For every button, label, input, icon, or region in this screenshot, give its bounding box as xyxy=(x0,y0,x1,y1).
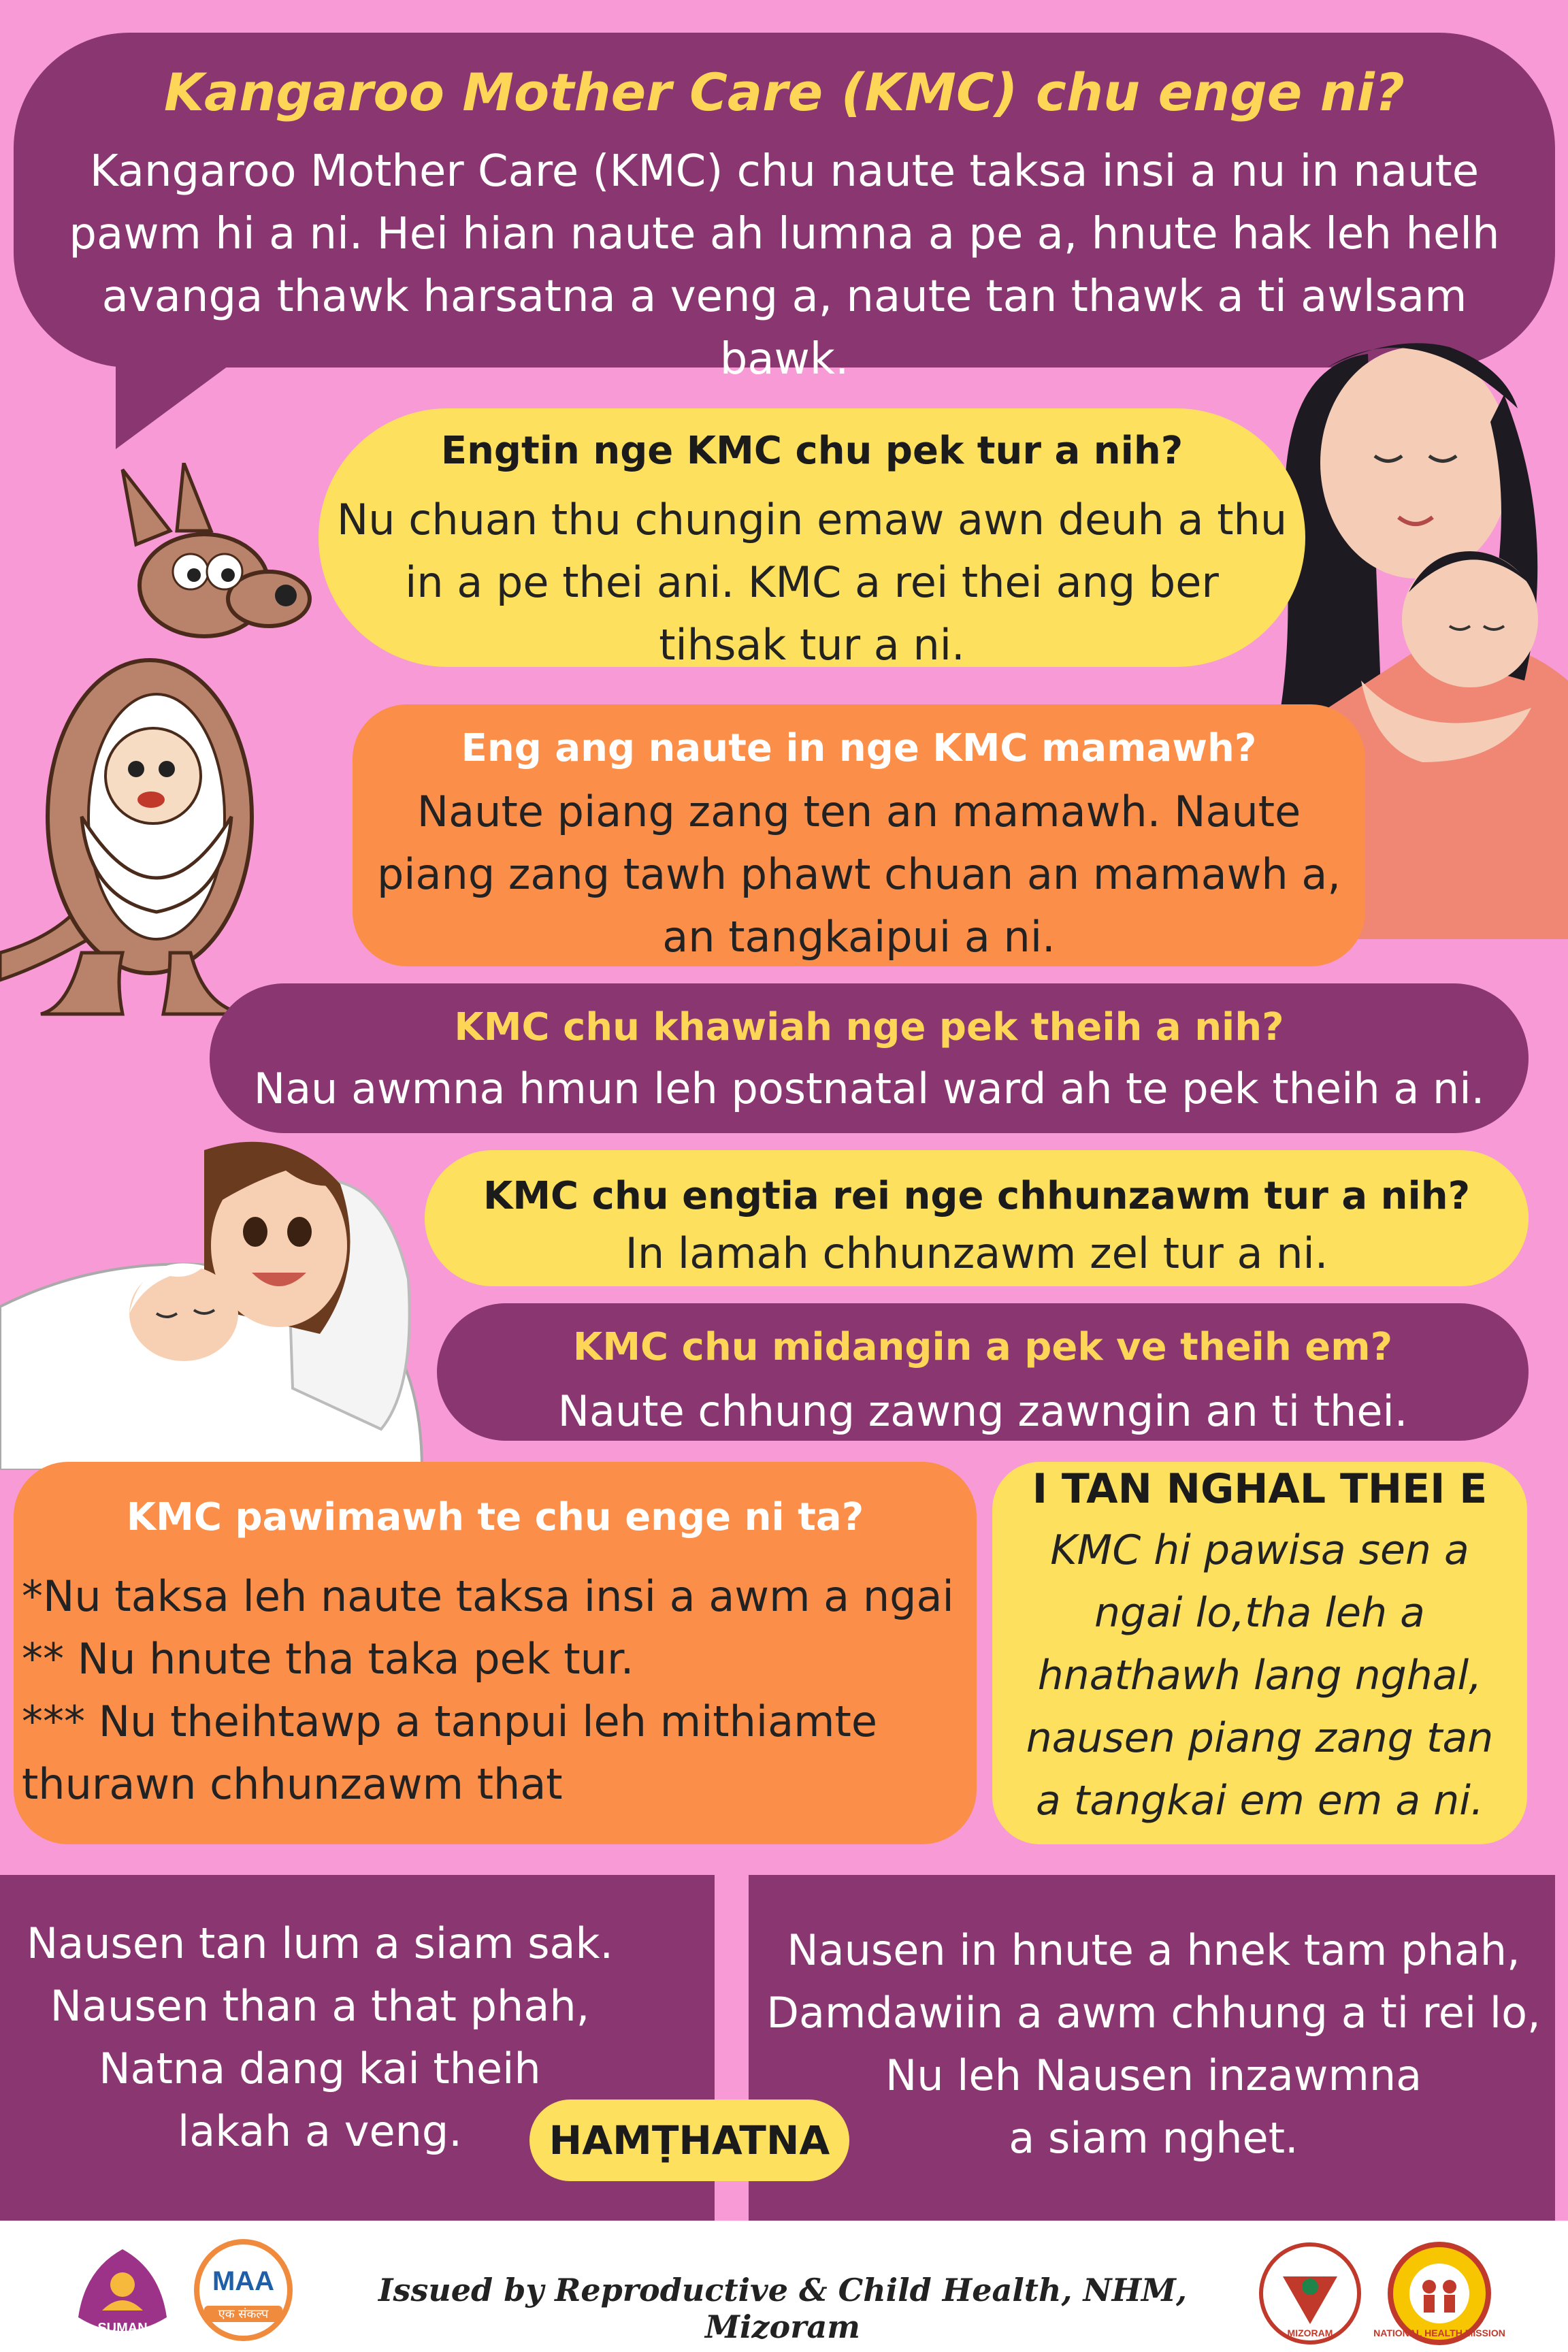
benefit-right-text xyxy=(762,1919,1545,2170)
q4-answer: In lamah chhunzawm zel tur a ni. xyxy=(625,1228,1328,1278)
q1-answer-line: Nu chuan thu chungin emaw awn deuh a thu xyxy=(336,495,1288,544)
note-line: a tangkai em em a ni. xyxy=(1036,1777,1484,1825)
q2-answer xyxy=(353,781,1365,968)
q2-answer-line: piang zang tawh phawt chuan an mamawh a, xyxy=(376,849,1341,899)
benefit-right-line: Damdawiin a awm chhung a ti rei lo, xyxy=(766,1988,1541,2038)
q1-answer-line: in a pe thei ani. KMC a rei thei ang ber xyxy=(405,557,1219,607)
q5-question: KMC chu midangin a pek ve theih em? xyxy=(572,1325,1393,1369)
q6-answer-line: thurawn chhunzawm that xyxy=(22,1759,563,1809)
benefit-right-line: Nausen in hnute a hnek tam phah, xyxy=(787,1925,1520,1975)
note-line: KMC hi pawisa sen a xyxy=(1050,1526,1469,1574)
maa-logo-subtitle: एक संकल्प xyxy=(204,2306,282,2322)
q5-answer: Naute chhung zawng zawngin an ti thei. xyxy=(557,1386,1408,1436)
q3-answer: Nau awmna hmun leh postnatal ward ah te pek theih a ni. xyxy=(253,1064,1485,1113)
q2-answer-line: an tangkaipui a ni. xyxy=(662,912,1056,962)
benefit-left-line: lakah a veng. xyxy=(178,2106,462,2156)
mother-newborn-illustration xyxy=(0,1130,436,1470)
q2-question: Eng ang naute in nge KMC mamawh? xyxy=(461,726,1257,770)
kangaroo-illustration xyxy=(0,463,320,1021)
maa-logo-label: MAA xyxy=(212,2266,275,2296)
q1-answer xyxy=(318,489,1305,676)
intro-line: Kangaroo Mother Care (KMC) chu naute taksa insi a nu in naute xyxy=(89,146,1480,197)
nhm-logo-label: NATIONAL HEALTH MISSION xyxy=(1373,2328,1505,2338)
suman-logo-label: SUMAN xyxy=(97,2321,148,2336)
q2-answer-line: Naute piang zang ten an mamawh. Naute xyxy=(416,787,1301,836)
intro-line: pawm hi a ni. Hei hian naute ah lumna a pe a, hnute hak leh helh xyxy=(69,209,1500,259)
intro-title: Kangaroo Mother Care (KMC) chu enge ni? xyxy=(164,62,1405,122)
note-line: ngai lo,tha leh a xyxy=(1094,1589,1425,1637)
benefit-left-line: Nausen tan lum a siam sak. xyxy=(26,1918,614,1968)
benefit-left-line: Nausen than a that phah, xyxy=(50,1981,590,2031)
note-line: hnathawh lang nghal, xyxy=(1037,1652,1482,1699)
q6-answer-line: *Nu taksa leh naute taksa insi a awm a ngai xyxy=(22,1571,954,1621)
q3-question: KMC chu khawiah nge pek theih a nih? xyxy=(454,1005,1284,1049)
intro-line: avanga thawk harsatna a veng a, naute tan thawk a ti awlsam bawk. xyxy=(101,272,1467,385)
q6-answer xyxy=(22,1565,968,1816)
note-line: nausen piang zang tan xyxy=(1026,1714,1494,1762)
note-heading: I TAN NGHAL THEI E xyxy=(1032,1465,1488,1513)
benefit-right-line: Nu leh Nausen inzawmna xyxy=(885,2051,1422,2100)
q6-question: KMC pawimawh te chu enge ni ta? xyxy=(126,1495,864,1539)
q4-question: KMC chu engtia rei nge chhunzawm tur a nih? xyxy=(483,1174,1471,1218)
q1-answer-line: tihsak tur a ni. xyxy=(659,620,965,670)
rch-logo-label: MIZORAM xyxy=(1287,2328,1333,2338)
benefit-left-line: Natna dang kai theih xyxy=(99,2044,541,2093)
q1-question: Engtin nge KMC chu pek tur a nih? xyxy=(440,429,1183,473)
q6-answer-line: *** Nu theihtawp a tanpui leh mithiamte xyxy=(22,1697,877,1746)
issued-by: Issued by Reproductive & Child Health, NHM, Mizoram xyxy=(378,2272,1187,2345)
benefits-badge-label: HAMṬHATNA xyxy=(549,2117,830,2163)
note-text xyxy=(992,1519,1527,1832)
q6-answer-line: ** Nu hnute tha taka pek tur. xyxy=(22,1634,634,1684)
benefit-right-line: a siam nghet. xyxy=(1009,2113,1298,2163)
